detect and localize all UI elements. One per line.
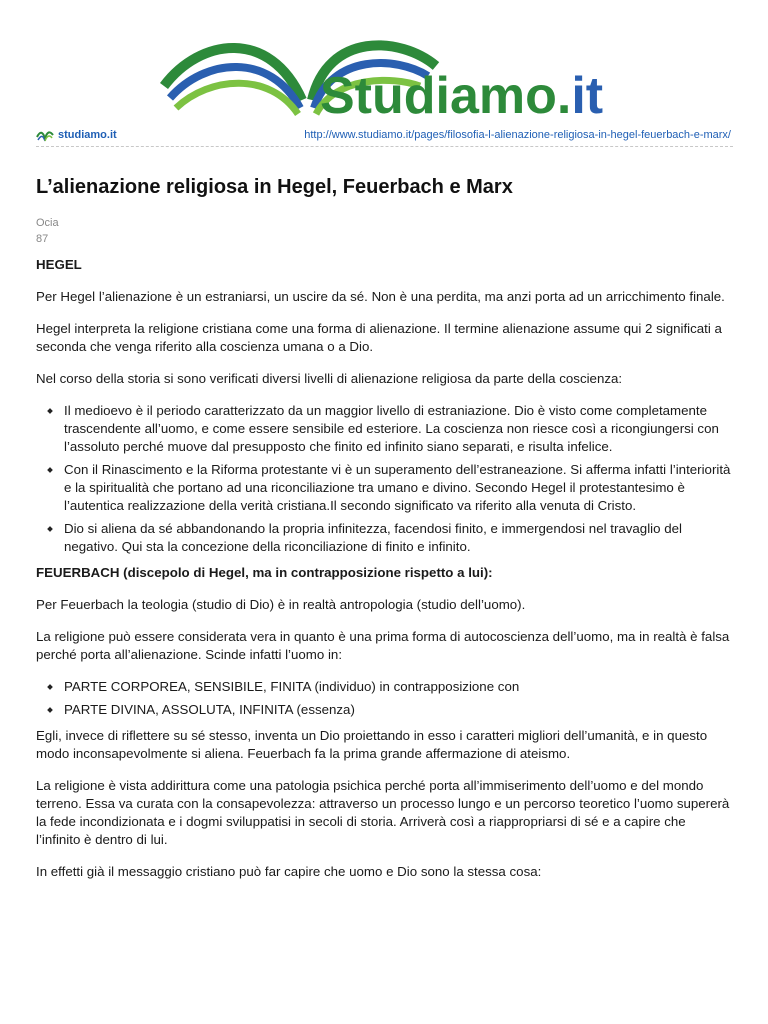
list-item: PARTE CORPOREA, SENSIBILE, FINITA (individuo) in contrapposizione con: [64, 678, 733, 696]
paragraph: La religione è vista addirittura come una patologia psichica perché porta all’immiserimento dell’uomo e del mondo terreno. Essa va curata con la consapevolezza: attraverso un processo lungo e un percorso teoretico l’uomo supererà la fede incondizionata e i dogmi sviluppatisi in secoli di storia. Arriverà così a riappropriarsi di sé e a capire che l’infinito è dentro di lui.: [36, 778, 730, 847]
logo-wordmark: [320, 66, 603, 126]
paragraph: Egli, invece di riflettere su sé stesso, inventa un Dio proiettando in esso i caratteri migliori dell’umanità, e in questo modo inconsapevolmente si aliena. Feuerbach fa la prima grande affermazione di ateismo.: [36, 728, 708, 761]
paragraph: In effetti già il messaggio cristiano può far capire che uomo e Dio sono la stessa cosa:: [36, 864, 542, 879]
source-bar: [36, 128, 733, 147]
section-heading-hegel: HEGEL: [36, 257, 82, 272]
paragraph: Per Feuerbach la teologia (studio di Dio) è in realtà antropologia (studio dell’uomo).: [36, 597, 526, 612]
article-body: [36, 256, 733, 895]
paragraph: Nel corso della storia si sono verificati diversi livelli di alienazione religiosa da parte della coscienza:: [36, 371, 623, 386]
site-name-link[interactable]: studiamo.it: [58, 129, 117, 141]
logo-text-tld: it: [571, 67, 604, 125]
article-meta: [36, 215, 59, 247]
list-item: Dio si aliena da sé abbandonando la propria infinitezza, facendosi finito, e immergendosi nel travaglio del negativo. Qui sta la concezione della riconciliazione di finito e infinito.: [64, 520, 733, 556]
source-url-link[interactable]: http://www.studiamo.it/pages/filosofia-l-alienazione-religiosa-in-hegel-feuerbach-e-marx/: [304, 129, 731, 141]
paragraph: La religione può essere considerata vera in quanto è una prima forma di autocoscienza dell’uomo, ma in realtà è falsa perché porta all’alienazione. Scinde infatti l’uomo in:: [36, 629, 730, 662]
paragraph: Per Hegel l’alienazione è un estraniarsi, un uscire da sé. Non è una perdita, ma anzi porta ad un arricchimento finale.: [36, 289, 725, 304]
paragraph: Hegel interpreta la religione cristiana come una forma di alienazione. Il termine alienazione assume qui 2 significati a seconda che venga riferito alla coscienza umana o a Dio.: [36, 321, 722, 354]
list-item: Il medioevo è il periodo caratterizzato da un maggior livello di estraniazione. Dio è visto come completamente trascendente all’uomo, e come essere sensibile ed esteriore. La coscienza non riesce così a ricongiungersi con l’assoluto perché muove dal presupposto che finito ed infinito siano separati, e risulta infelice.: [64, 402, 733, 456]
list-item: PARTE DIVINA, ASSOLUTA, INFINITA (essenza): [64, 701, 733, 719]
list-item: Con il Rinascimento e la Riforma protestante vi è un superamento dell’estraneazione. Si afferma infatti l’interiorità e la spiritualità che portano ad una riconciliazione tra umano e divino. Secondo Hegel il protestantesimo è l’autentica realizzazione della verità cristiana.Il secondo significato va riferito alla venuta di Cristo.: [64, 461, 733, 515]
page-title: L’alienazione religiosa in Hegel, Feuerbach e Marx: [36, 176, 513, 198]
view-count: 87: [36, 233, 49, 245]
mini-book-icon: [36, 129, 54, 143]
bullet-list: [36, 402, 733, 556]
bullet-list: [36, 678, 733, 719]
section-heading-feuerbach: FEUERBACH (discepolo di Hegel, ma in contrapposizione rispetto a lui):: [36, 565, 493, 580]
studiamo-logo[interactable]: [160, 28, 620, 128]
logo-text-main: Studiamo.: [320, 67, 572, 125]
author-name: Ocia: [36, 217, 59, 229]
